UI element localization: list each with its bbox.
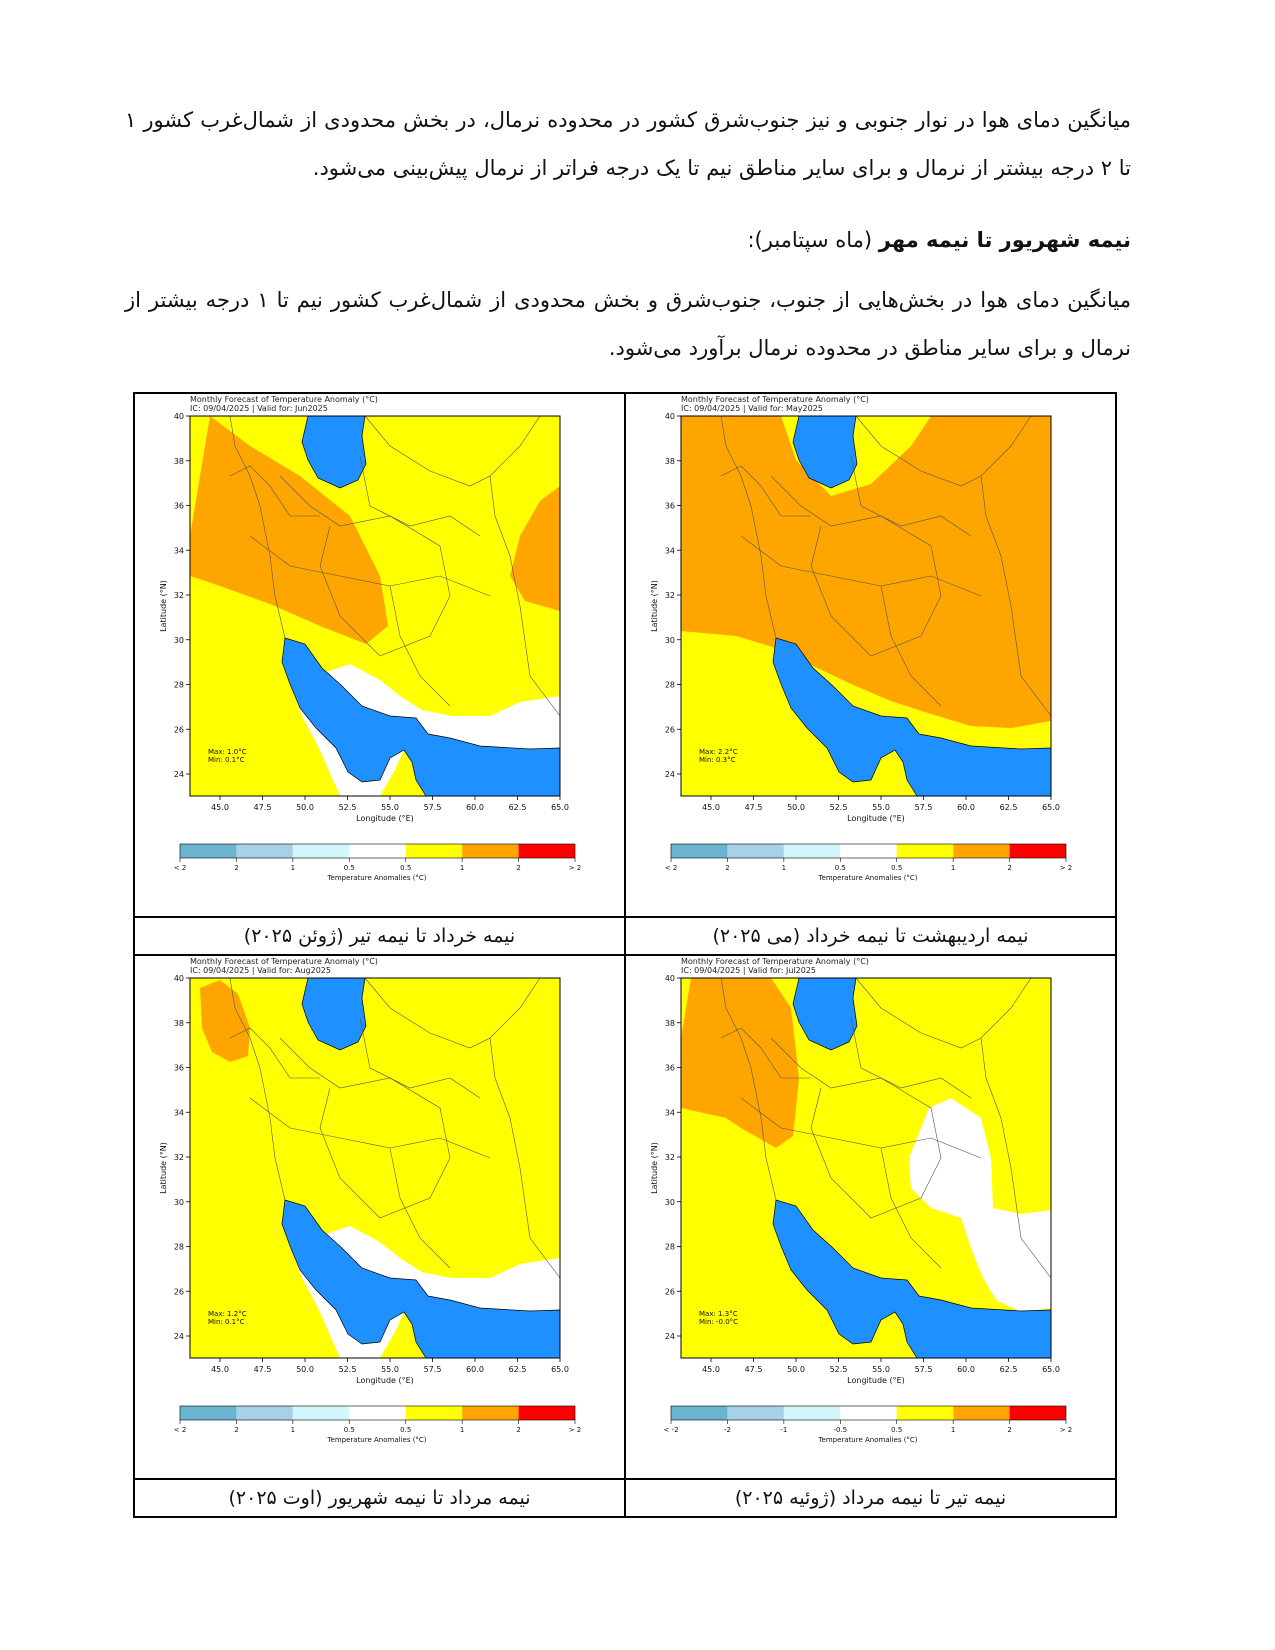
colorbar <box>663 1406 1072 1444</box>
colorbar-segment <box>727 844 783 858</box>
colorbar-segment <box>519 844 575 858</box>
colorbar-segment <box>236 844 292 858</box>
y-tick-label: 40 <box>664 974 675 983</box>
map-title: Monthly Forecast of Temperature Anomaly (°C) <box>681 957 869 966</box>
colorbar-segment <box>953 844 1009 858</box>
colorbar-segment <box>406 844 462 858</box>
y-tick-label: 30 <box>173 635 184 645</box>
x-tick-label: 45.0 <box>702 1365 720 1374</box>
x-tick-label: 65.0 <box>1042 803 1060 812</box>
y-tick-label: 40 <box>173 974 184 983</box>
x-tick-label: 47.5 <box>744 1365 763 1374</box>
colorbar-tick-label: 2 <box>1007 1426 1012 1434</box>
y-tick-label: 26 <box>664 725 675 735</box>
colorbar-tick-label: 1 <box>950 864 956 872</box>
colorbar-label: Temperature Anomalies (°C) <box>818 874 918 882</box>
colorbar-segment <box>293 844 349 858</box>
y-tick-label: 38 <box>173 456 184 466</box>
x-tick-label: 57.5 <box>423 1365 442 1374</box>
x-tick-label: 60.0 <box>957 1365 975 1374</box>
forecast-map <box>135 956 623 1476</box>
x-tick-label: 62.5 <box>508 803 527 812</box>
stat-min: Min: 0.3°C <box>699 756 736 764</box>
colorbar-tick-label: -0.5 <box>833 1426 848 1434</box>
map-title: Monthly Forecast of Temperature Anomaly (°C) <box>190 957 378 966</box>
x-tick-label: 65.0 <box>551 803 569 812</box>
y-tick-label: 24 <box>173 770 184 779</box>
colorbar-tick-label: 0.5 <box>400 1426 412 1434</box>
colorbar-segment <box>1010 1406 1066 1420</box>
colorbar-segment <box>840 844 896 858</box>
colorbar-label: Temperature Anomalies (°C) <box>327 874 427 882</box>
caption-june: نیمه خرداد تا نیمه تیر (ژوئن ۲۰۲۵) <box>134 917 625 955</box>
y-tick-label: 26 <box>664 1287 675 1297</box>
x-tick-label: 60.0 <box>957 803 975 812</box>
colorbar-tick-label: 1 <box>290 864 296 872</box>
colorbar-tick-label: > 2 <box>568 1426 582 1434</box>
y-axis-label: Latitude (°N) <box>650 580 659 632</box>
paragraph-september: میانگین دمای هوا در بخش‌هایی از جنوب، جنوب‌شرق و بخش محدودی از شمال‌غرب کشور نیم تا ۱ درجه بیشتر از نرمال و برای سایر مناطق در محدوده نرمال برآورد می‌شود. <box>125 288 1131 360</box>
stat-max: Max: 1.3°C <box>699 1310 738 1318</box>
colorbar-segment <box>671 844 727 858</box>
y-tick-label: 34 <box>173 1108 184 1118</box>
x-tick-label: 60.0 <box>466 803 484 812</box>
map-title: Monthly Forecast of Temperature Anomaly (°C) <box>681 395 869 404</box>
x-tick-label: 45.0 <box>211 1365 229 1374</box>
colorbar-segment <box>293 1406 349 1420</box>
colorbar <box>174 844 582 882</box>
colorbar-segment <box>462 844 518 858</box>
x-axis-label: Longitude (°E) <box>356 814 414 823</box>
colorbar <box>665 844 1073 882</box>
colorbar-segment <box>953 1406 1009 1420</box>
x-tick-label: 50.0 <box>787 803 805 812</box>
y-tick-label: 30 <box>173 1197 184 1207</box>
colorbar-tick-label: 1 <box>781 864 787 872</box>
y-tick-label: 36 <box>664 1063 675 1073</box>
x-tick-label: 55.0 <box>872 1365 890 1374</box>
y-axis-label: Latitude (°N) <box>159 580 168 632</box>
map-subtitle: IC: 09/04/2025 | Valid for: May2025 <box>681 404 823 413</box>
colorbar-tick-label: 2 <box>234 864 239 872</box>
caption-may: نیمه اردیبهشت تا نیمه خرداد (می ۲۰۲۵) <box>625 917 1116 955</box>
y-axis-label: Latitude (°N) <box>159 1142 168 1194</box>
x-tick-label: 65.0 <box>551 1365 569 1374</box>
colorbar-segment <box>897 1406 953 1420</box>
colorbar-tick-label: -2 <box>723 1426 731 1434</box>
colorbar-segment <box>784 844 840 858</box>
colorbar-segment <box>840 1406 896 1420</box>
colorbar-segment <box>349 1406 405 1420</box>
stat-max: Max: 1.0°C <box>208 748 247 756</box>
colorbar-segment <box>349 844 405 858</box>
colorbar-tick-label: 1 <box>459 1426 465 1434</box>
x-tick-label: 45.0 <box>702 803 720 812</box>
y-tick-label: 24 <box>173 1332 184 1341</box>
colorbar-tick-label: 2 <box>1007 864 1012 872</box>
x-tick-label: 50.0 <box>787 1365 805 1374</box>
y-tick-label: 32 <box>664 1153 675 1162</box>
x-tick-label: 47.5 <box>253 1365 272 1374</box>
section-heading <box>125 216 1131 264</box>
section-heading-bold: نیمه شهریور تا نیمه مهر <box>878 228 1131 252</box>
x-tick-label: 52.5 <box>829 1365 848 1374</box>
x-tick-label: 60.0 <box>466 1365 484 1374</box>
map-subtitle: IC: 09/04/2025 | Valid for: Jul2025 <box>681 966 817 975</box>
caption-july: نیمه تیر تا نیمه مرداد (ژوئیه ۲۰۲۵) <box>625 1479 1116 1517</box>
x-tick-label: 65.0 <box>1042 1365 1060 1374</box>
y-tick-label: 32 <box>173 1153 184 1162</box>
y-tick-label: 30 <box>664 635 675 645</box>
map-subtitle: IC: 09/04/2025 | Valid for: Jun2025 <box>190 404 328 413</box>
colorbar-tick-label: 2 <box>234 1426 239 1434</box>
x-tick-label: 52.5 <box>829 803 848 812</box>
y-tick-label: 28 <box>664 680 675 690</box>
x-tick-label: 50.0 <box>296 803 314 812</box>
section-heading-note: (ماه سپتامبر): <box>747 228 879 252</box>
stat-min: Min: -0.0°C <box>699 1318 739 1326</box>
forecast-map <box>626 394 1114 914</box>
x-tick-label: 55.0 <box>872 803 890 812</box>
map-cell-may <box>625 393 1116 917</box>
colorbar-label: Temperature Anomalies (°C) <box>818 1436 918 1444</box>
y-tick-label: 38 <box>664 456 675 466</box>
colorbar-segment <box>897 844 953 858</box>
y-tick-label: 40 <box>664 412 675 421</box>
y-tick-label: 34 <box>664 546 675 556</box>
x-tick-label: 55.0 <box>381 803 399 812</box>
x-axis-label: Longitude (°E) <box>847 814 905 823</box>
colorbar-tick-label: < 2 <box>173 1426 187 1434</box>
colorbar-segment <box>519 1406 575 1420</box>
colorbar-segment <box>1010 844 1066 858</box>
colorbar-tick-label: -1 <box>780 1426 788 1434</box>
colorbar-segment <box>784 1406 840 1420</box>
colorbar-segment <box>671 1406 727 1420</box>
colorbar-tick-label: 0.5 <box>891 1426 903 1434</box>
y-tick-label: 32 <box>173 591 184 600</box>
colorbar-tick-label: > 2 <box>1059 864 1073 872</box>
x-tick-label: 55.0 <box>381 1365 399 1374</box>
stat-max: Max: 2.2°C <box>699 748 738 756</box>
x-tick-label: 52.5 <box>338 803 357 812</box>
colorbar-segment <box>180 844 236 858</box>
stat-min: Min: 0.1°C <box>208 756 245 764</box>
x-tick-label: 57.5 <box>914 1365 933 1374</box>
x-tick-label: 57.5 <box>423 803 442 812</box>
colorbar-tick-label: 1 <box>290 1426 296 1434</box>
colorbar-segment <box>406 1406 462 1420</box>
forecast-map <box>135 394 623 914</box>
x-tick-label: 47.5 <box>744 803 763 812</box>
map-subtitle: IC: 09/04/2025 | Valid for: Aug2025 <box>190 966 331 975</box>
y-tick-label: 34 <box>173 546 184 556</box>
y-tick-label: 26 <box>173 1287 184 1297</box>
y-tick-label: 30 <box>664 1197 675 1207</box>
forecast-map <box>626 956 1114 1476</box>
stat-min: Min: 0.1°C <box>208 1318 245 1326</box>
colorbar-tick-label: < 2 <box>664 864 678 872</box>
colorbar-tick-label: 0.5 <box>343 1426 355 1434</box>
colorbar-segment <box>180 1406 236 1420</box>
colorbar-tick-label: 2 <box>725 864 730 872</box>
map-title: Monthly Forecast of Temperature Anomaly (°C) <box>190 395 378 404</box>
y-tick-label: 24 <box>664 770 675 779</box>
x-tick-label: 57.5 <box>914 803 933 812</box>
y-tick-label: 28 <box>664 1242 675 1252</box>
y-tick-label: 32 <box>664 591 675 600</box>
colorbar-tick-label: < 2 <box>173 864 187 872</box>
y-tick-label: 36 <box>173 1063 184 1073</box>
colorbar-segment <box>727 1406 783 1420</box>
colorbar-tick-label: 2 <box>516 864 521 872</box>
colorbar-tick-label: > 2 <box>1059 1426 1073 1434</box>
colorbar-tick-label: 0.5 <box>891 864 903 872</box>
y-tick-label: 28 <box>173 1242 184 1252</box>
colorbar-tick-label: 2 <box>516 1426 521 1434</box>
y-tick-label: 36 <box>173 501 184 511</box>
colorbar-tick-label: < -2 <box>663 1426 679 1434</box>
x-tick-label: 47.5 <box>253 803 272 812</box>
y-tick-label: 24 <box>664 1332 675 1341</box>
map-cell-july <box>625 955 1116 1479</box>
map-cell-august <box>134 955 625 1479</box>
colorbar-tick-label: 1 <box>459 864 465 872</box>
colorbar-tick-label: 1 <box>950 1426 956 1434</box>
y-axis-label: Latitude (°N) <box>650 1142 659 1194</box>
colorbar-tick-label: > 2 <box>568 864 582 872</box>
y-tick-label: 38 <box>664 1018 675 1028</box>
y-tick-label: 26 <box>173 725 184 735</box>
map-cell-june <box>134 393 625 917</box>
x-tick-label: 62.5 <box>999 803 1018 812</box>
colorbar-tick-label: 0.5 <box>834 864 846 872</box>
caption-august: نیمه مرداد تا نیمه شهریور (اوت ۲۰۲۵) <box>134 1479 625 1517</box>
forecast-figure-table <box>133 392 1117 1518</box>
colorbar-tick-label: 0.5 <box>400 864 412 872</box>
x-tick-label: 62.5 <box>999 1365 1018 1374</box>
x-axis-label: Longitude (°E) <box>356 1376 414 1385</box>
colorbar-segment <box>462 1406 518 1420</box>
x-tick-label: 52.5 <box>338 1365 357 1374</box>
colorbar-tick-label: 0.5 <box>343 864 355 872</box>
y-tick-label: 40 <box>173 412 184 421</box>
y-tick-label: 34 <box>664 1108 675 1118</box>
colorbar <box>174 1406 582 1444</box>
y-tick-label: 36 <box>664 501 675 511</box>
paragraph-intro: میانگین دمای هوا در نوار جنوبی و نیز جنوب‌شرق کشور در محدوده نرمال، در بخش محدودی از شمال‌غرب کشور ۱ تا ۲ درجه بیشتر از نرمال و برای سایر مناطق نیم تا یک درجه فراتر از نرمال پیش‌بینی می‌شود. <box>125 108 1131 180</box>
stat-max: Max: 1.2°C <box>208 1310 247 1318</box>
colorbar-label: Temperature Anomalies (°C) <box>327 1436 427 1444</box>
x-tick-label: 45.0 <box>211 803 229 812</box>
x-tick-label: 62.5 <box>508 1365 527 1374</box>
x-axis-label: Longitude (°E) <box>847 1376 905 1385</box>
y-tick-label: 38 <box>173 1018 184 1028</box>
colorbar-segment <box>236 1406 292 1420</box>
x-tick-label: 50.0 <box>296 1365 314 1374</box>
y-tick-label: 28 <box>173 680 184 690</box>
